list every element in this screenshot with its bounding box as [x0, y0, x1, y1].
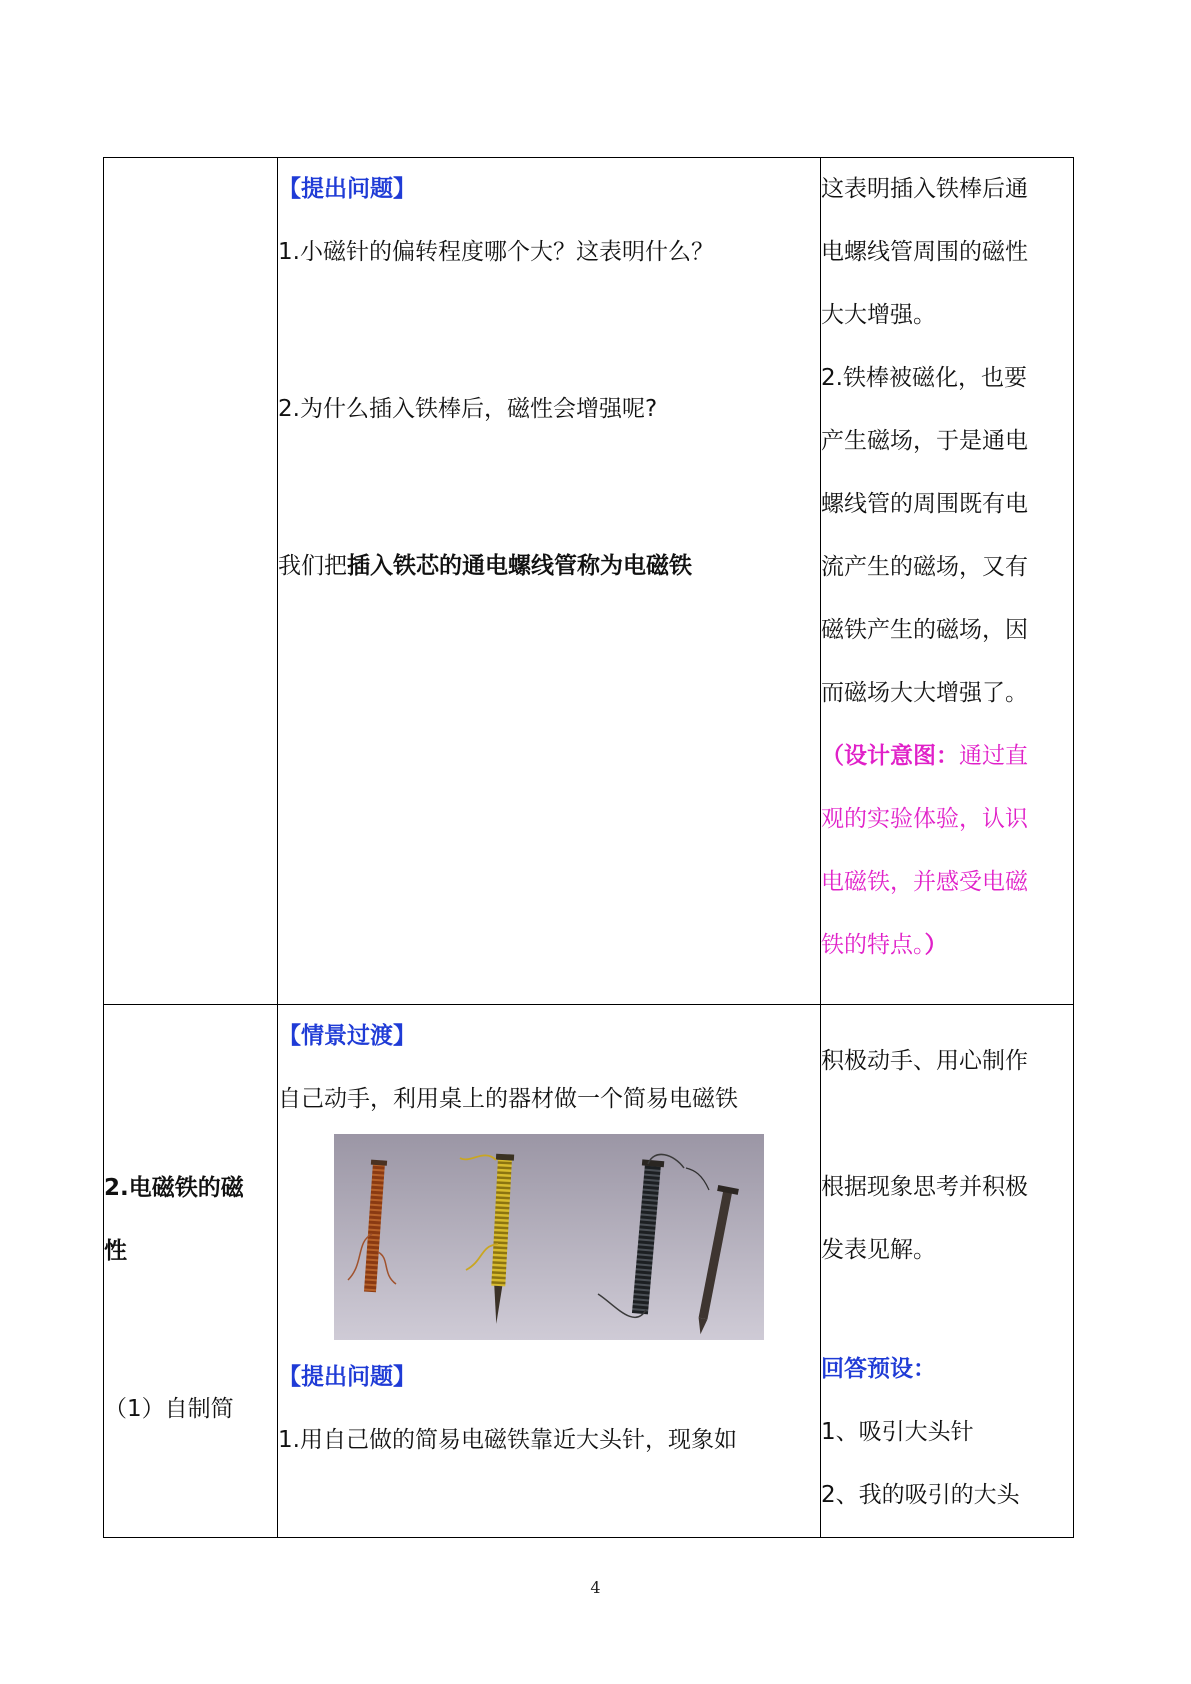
design-intent-line: 观的实验体验，认识: [821, 806, 1028, 832]
spacer: [821, 1093, 1073, 1156]
design-intent-line: 电磁铁，并感受电磁: [821, 869, 1028, 895]
lesson-table: [103, 157, 1074, 1538]
answer-line: 螺线管的周围既有电: [821, 491, 1028, 517]
answer-line: 电螺线管周围的磁性: [821, 239, 1028, 265]
answer-line: 2.铁棒被磁化，也要: [821, 365, 1027, 391]
electromagnet-photo: [334, 1134, 764, 1340]
teacher-activity-cell: [278, 158, 821, 1005]
answer-item: 2、我的吸引的大头: [821, 1482, 1020, 1508]
section-heading: 【情景过渡】: [278, 1023, 416, 1049]
answer-line: 流产生的磁场，又有: [821, 554, 1028, 580]
design-intent-label: （设计意图：: [821, 743, 959, 769]
table-row: [104, 158, 1074, 1005]
answer-item: 1、吸引大头针: [821, 1419, 974, 1445]
table-row: [104, 1005, 1074, 1538]
spacer: [104, 1283, 277, 1378]
spacer: [278, 441, 820, 535]
spacer: [278, 284, 820, 378]
stage-title: 2.电磁铁的磁: [104, 1175, 244, 1201]
answer-line: 磁铁产生的磁场，因: [821, 617, 1028, 643]
design-intent-line: [821, 914, 1073, 977]
student-response: 发表见解。: [821, 1237, 936, 1263]
answer-line: 而磁场大大增强了。: [821, 680, 1028, 706]
question-1: 1.小磁针的偏转程度哪个大？这表明什么？: [278, 239, 714, 265]
student-response: 根据现象思考并积极: [821, 1174, 1028, 1200]
design-intent-text: 铁的特点。: [821, 932, 925, 958]
instruction-text: 自己动手，利用桌上的器材做一个简易电磁铁: [278, 1086, 738, 1112]
stage-cell-empty: [104, 158, 278, 1005]
page-number: 4: [590, 1578, 601, 1597]
student-response: 积极动手、用心制作: [821, 1048, 1028, 1074]
answer-line: 大大增强。: [821, 302, 936, 328]
spacer: [821, 1005, 1073, 1030]
design-intent-close: ）: [924, 932, 948, 958]
spacer: [104, 1005, 277, 1157]
teacher-activity-cell: [278, 1005, 821, 1538]
question-1: 1.用自己做的简易电磁铁靠近大头针，现象如: [278, 1427, 737, 1453]
design-intent-text: 通过直: [959, 743, 1028, 769]
definition-prefix: 我们把: [278, 553, 347, 579]
spacer: [821, 1282, 1073, 1338]
section-heading: 【提出问题】: [278, 1364, 416, 1390]
student-activity-cell: [821, 1005, 1074, 1538]
answer-heading: 回答预设：: [821, 1356, 936, 1382]
student-activity-cell: [821, 158, 1074, 1005]
definition-line: [278, 535, 820, 598]
question-2: 2.为什么插入铁棒后，磁性会增强呢?: [278, 396, 658, 422]
section-heading: 【提出问题】: [278, 176, 416, 202]
stage-title: 性: [104, 1238, 127, 1264]
stage-cell: [104, 1005, 278, 1538]
answer-line: 这表明插入铁棒后通: [821, 176, 1028, 202]
answer-line: 产生磁场，于是通电: [821, 428, 1028, 454]
design-intent-line: [821, 725, 1073, 788]
stage-subtitle: （1）自制简: [104, 1396, 234, 1422]
definition-bold: 插入铁芯的通电螺线管称为电磁铁: [347, 553, 692, 579]
